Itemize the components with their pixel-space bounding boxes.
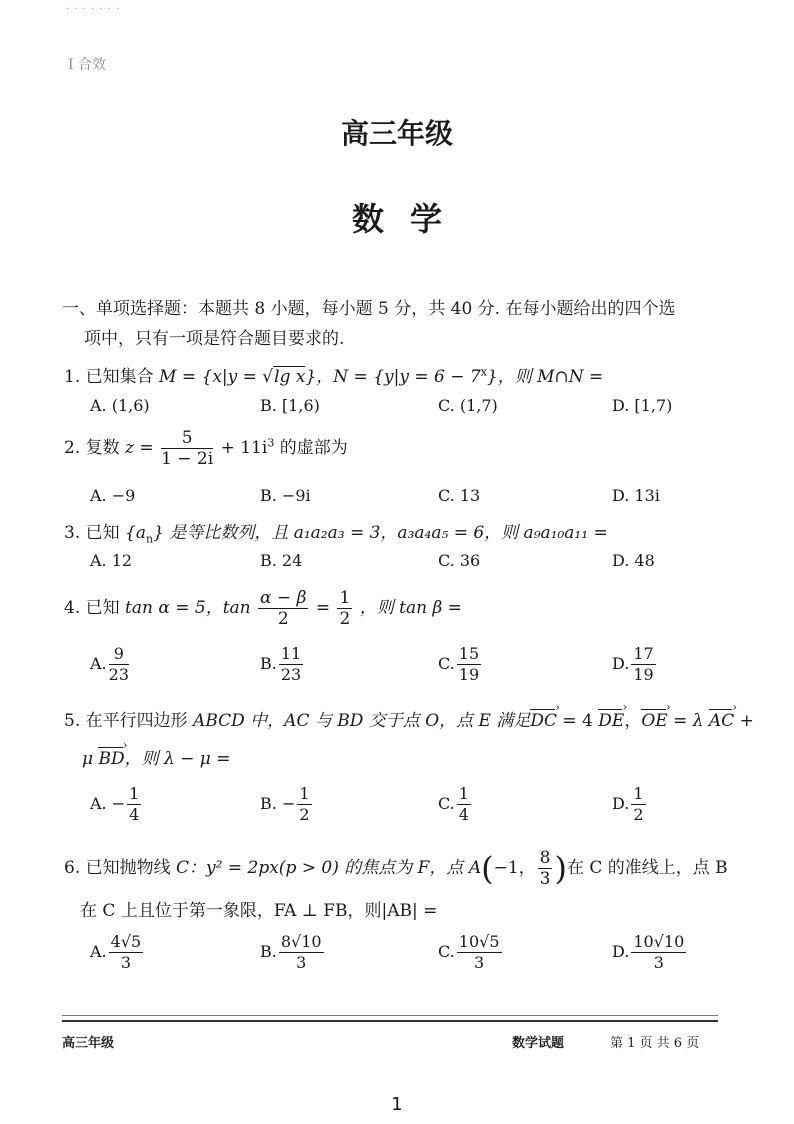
footer-grade: 高三年级 [62,1036,115,1051]
math-sup: 3 [267,436,275,450]
question-6: 6. 已知抛物线 C：y² = 2px(p > 0) 的焦点为 F，点 A(−1， $\frac{8}{3}$ )在 C 的准线上，点 B [64,848,728,889]
option-d[interactable]: D. $\frac{10√10}{3}$ [612,932,685,972]
question-5: 5. 在平行四边形 ABCD 中，AC 与 BD 交于点 O，点 E 满足DC › = 4 DE ›，OE › = λ AC › + [64,706,754,731]
option-d[interactable]: D. 48 [612,551,655,570]
math-text: ，则 tan β = [359,598,462,618]
math-text: C：y² = 2px(p > 0) 的焦点为 F，点 A [176,858,482,878]
scan-artifact-top: · · · · · · · [66,4,121,15]
subject-title: 数学 [351,200,468,238]
option-a[interactable]: A. −9 [90,486,136,505]
question-stem: 已知抛物线 [85,858,171,878]
fraction: $\frac{1}{2}$ [339,588,351,629]
option-d[interactable]: D. $\frac{17}{19}$ [612,644,654,684]
question-3 [64,518,608,545]
option-c[interactable]: C. $\frac{1}{4}$ [438,784,469,824]
math-text: {a [125,523,146,543]
question-number: 5. [64,711,81,731]
option-d[interactable]: D. $\frac{1}{2}$ [612,784,644,824]
fraction: $\frac{8}{3}$ [539,848,551,889]
option-b[interactable]: B. −9i [260,486,311,505]
option-c[interactable]: C. 36 [438,551,481,570]
math-sup: x [480,365,487,379]
section-instructions [62,294,742,354]
question-1: 1. 已知集合 M = {x|y = √lg x}，$N = \{y|y = 6 - 7^x\}$，则 M∩N = [64,365,604,387]
question-stem: 复数 [85,438,120,458]
math-text: } 是等比数列，且 a₁a₂a₃ = 3，a₃a₄a₅ = 6，则 a₉a₁₀a₁₁ = [153,523,608,543]
question-4 [64,588,462,629]
math-text: z = [125,438,154,458]
math-text: = [315,598,331,618]
math-text: + 11i [220,438,268,458]
vector-de: DE › [598,711,624,731]
math-text: }，N = {y|y = 6 − 7 [305,367,481,387]
question-stem: 已知 [85,598,120,618]
option-b[interactable]: B. $\frac{11}{23}$ [260,644,302,684]
option-a[interactable]: A. − $\frac{1}{4}$ [90,784,140,824]
footer-subject: 数学试题 [512,1036,565,1051]
math-text: 在 C 的准线上，点 B [566,858,728,878]
question-number: 3. [64,523,81,543]
scan-artifact-left: Ⅰ 合效 [68,57,106,73]
math-text: tan α = 5，tan [125,598,251,618]
option-c[interactable]: C. $\frac{10√5}{3}$ [438,932,500,972]
grade-title: 高三年级 [340,117,453,150]
question-2 [64,428,348,469]
section-line-1: 一、单项选择题：本题共 8 小题，每小题 5 分，共 40 分. 在每小题给出的四个选 [62,299,676,319]
question-number: 4. [64,598,81,618]
question-stem: 已知集合 [85,367,154,387]
option-a[interactable]: A. 12 [90,551,133,570]
option-b[interactable]: B. $\frac{8√10}{3}$ [260,932,322,972]
vector-ac: AC › [709,711,734,731]
fraction: $\frac{\alpha - \beta}{2}$ [260,588,307,629]
question-number: 6. [64,858,81,878]
question-6-line-2: 在 C 上且位于第一象限，FA ⊥ FB，则|AB| = [80,901,438,921]
question-number: 2. [64,438,81,458]
option-b[interactable]: B. 24 [260,551,303,570]
fraction: $\frac{5}{1 - 2i}$ [161,428,214,469]
math-text: M = {x|y = [159,367,263,387]
question-5-line-2: μ BD ›，则 λ − μ = [82,744,231,769]
math-text: lg x [274,367,306,387]
option-d[interactable]: D. [1,7) [612,396,673,415]
footer-divider-thin [62,1015,718,1016]
vector-oe: OE › [641,711,667,731]
option-c[interactable]: C. $\frac{15}{19}$ [438,644,480,684]
option-b[interactable]: B. [1,6) [260,396,320,415]
math-text: }，则 M∩N = [486,367,604,387]
option-c[interactable]: C. 13 [438,486,481,505]
math-text: ABCD 中，AC 与 BD 交于点 O，点 E 满足 [193,711,531,731]
question-stem: 在平行四边形 [85,711,188,731]
section-line-2: 项中，只有一项是符合题目要求的. [84,329,345,349]
vector-bd: BD › [98,749,124,769]
vector-dc: DC › [530,711,557,731]
option-a[interactable]: A. $\frac{9}{23}$ [90,644,129,684]
option-a[interactable]: A. $\frac{4√5}{3}$ [90,932,142,972]
footer-page-info: 第 1 页 共 6 页 [610,1036,700,1051]
math-sub: n [146,532,154,546]
footer-divider [62,1020,718,1022]
option-a[interactable]: A. (1,6) [90,396,150,415]
question-number: 1. [64,367,81,387]
question-stem: 已知 [85,523,120,543]
math-text: 的虚部为 [274,438,348,458]
option-b[interactable]: B. − $\frac{1}{2}$ [260,784,310,824]
page-number: 1 [391,1094,403,1115]
option-d[interactable]: D. 13i [612,486,660,505]
option-c[interactable]: C. (1,7) [438,396,498,415]
math-text: ，则 λ − μ = [124,749,231,769]
